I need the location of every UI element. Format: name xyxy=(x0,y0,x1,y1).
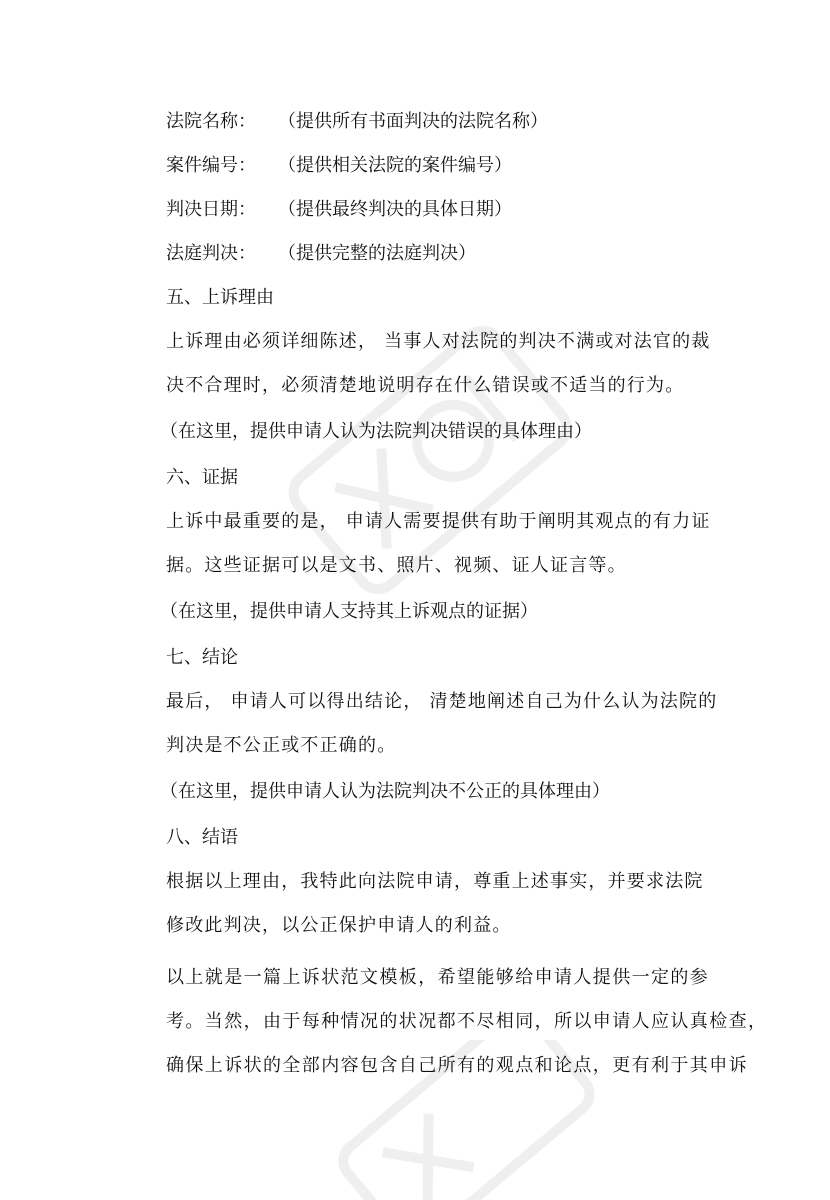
section-7-paragraph xyxy=(166,680,726,768)
judgment-date-row xyxy=(166,188,726,232)
section-8-heading: 八、结语 xyxy=(166,827,238,848)
section-7-note: （在这里，提供申请人认为法院判决不公正的具体理由） xyxy=(160,781,610,802)
section-5-line-2: 决不合理时，必须清楚地说明存在什么错误或不适当的行为。 xyxy=(166,375,685,396)
case-number-row xyxy=(166,144,726,188)
closing-line-3: 确保上诉状的全部内容包含自己所有的观点和论点，更有利于其申诉 xyxy=(166,1055,748,1076)
court-info-block xyxy=(166,100,726,276)
section-6-heading: 六、证据 xyxy=(166,467,238,488)
section-8-line-1: 根据以上理由，我特此向法院申请，尊重上述事实，并要求法院 xyxy=(166,871,704,892)
section-7-line-1: 最后， 申请人可以得出结论， 清楚地阐述自己为什么认为法院的 xyxy=(166,691,718,712)
court-name-label: 法院名称： xyxy=(166,111,256,132)
court-judgment-label: 法庭判决： xyxy=(166,243,256,264)
section-5-line-1: 上诉理由必须详细陈述， 当事人对法院的判决不满或对法官的裁 xyxy=(166,331,711,352)
section-7-heading: 七、结论 xyxy=(166,647,238,668)
section-6-line-1: 上诉中最重要的是， 申请人需要提供有助于阐明其观点的有力证 xyxy=(166,511,711,532)
section-6-note: （在这里，提供申请人支持其上诉观点的证据） xyxy=(160,601,538,622)
case-number-label: 案件编号： xyxy=(166,155,256,176)
closing-paragraph xyxy=(166,956,768,1088)
court-name-value: （提供所有书面判决的法院名称） xyxy=(278,111,548,132)
case-number-value: （提供相关法院的案件编号） xyxy=(278,155,512,176)
court-judgment-row xyxy=(166,232,726,276)
court-judgment-value: （提供完整的法庭判决） xyxy=(278,243,476,264)
judgment-date-value: （提供最终判决的具体日期） xyxy=(278,199,512,220)
section-6-paragraph xyxy=(166,500,726,588)
section-8-paragraph xyxy=(166,860,726,948)
closing-line-1: 以上就是一篇上诉状范文模板，希望能够给申请人提供一定的参 xyxy=(166,967,710,988)
section-7-line-2: 判决是不公正或不正确的。 xyxy=(166,735,397,756)
court-name-row xyxy=(166,100,726,144)
closing-line-2: 考。当然，由于每种情况的状况都不尽相同，所以申请人应认真检查， xyxy=(166,1011,768,1032)
section-5-paragraph xyxy=(166,320,726,408)
section-5-note: （在这里，提供申请人认为法院判决错误的具体理由） xyxy=(160,421,592,442)
judgment-date-label: 判决日期： xyxy=(166,199,256,220)
section-6-line-2: 据。这些证据可以是文书、照片、视频、证人证言等。 xyxy=(166,555,627,576)
document-body xyxy=(160,100,768,1088)
section-5-heading: 五、上诉理由 xyxy=(166,287,274,308)
section-8-line-2: 修改此判决，以公正保护申请人的利益。 xyxy=(166,915,512,936)
